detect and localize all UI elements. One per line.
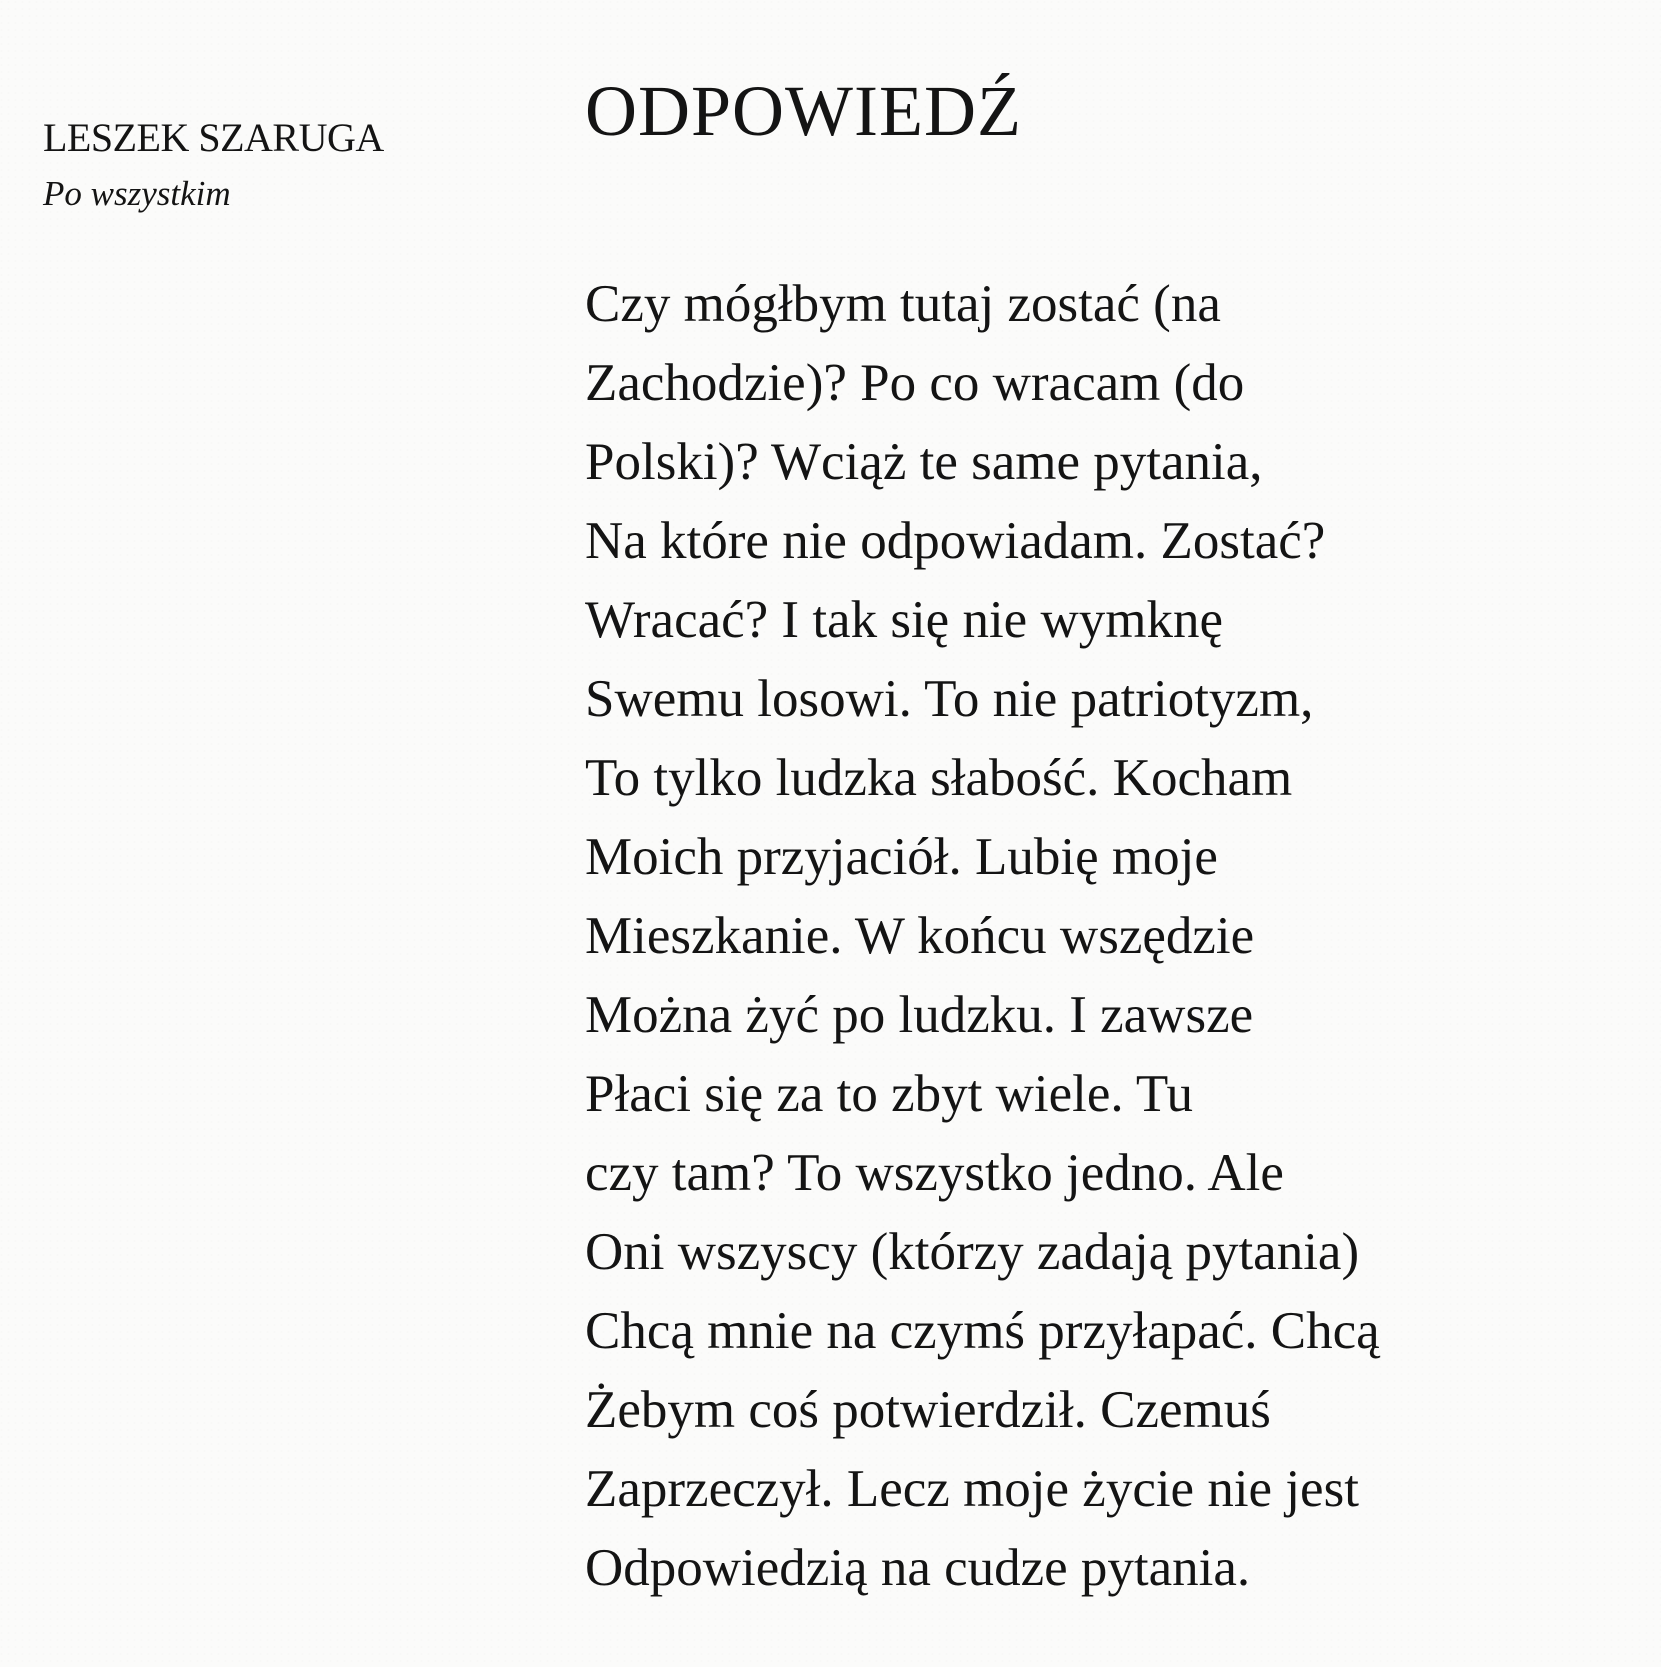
poem-line: Polski)? Wciąż te same pytania, <box>585 433 1263 491</box>
poem-line: Czy mógłbym tutaj zostać (na <box>585 275 1221 333</box>
poem-line: Odpowiedzią na cudze pytania. <box>585 1539 1251 1597</box>
poem-line: Mieszkanie. W końcu wszędzie <box>585 907 1255 965</box>
poem-line: Zaprzeczył. Lecz moje życie nie jest <box>585 1460 1359 1518</box>
poem-title: ODPOWIEDŹ <box>585 71 1022 151</box>
poem-line: Można żyć po ludzku. I zawsze <box>585 986 1254 1044</box>
book-title: Po wszystkim <box>43 174 231 213</box>
poem-line: To tylko ludzka słabość. Kocham <box>585 749 1293 807</box>
poem-line: Żebym coś potwierdził. Czemuś <box>585 1381 1271 1439</box>
author-name: LESZEK SZARUGA <box>43 115 384 160</box>
poem-line: Moich przyjaciół. Lubię moje <box>585 828 1218 886</box>
poem-line: Chcą mnie na czymś przyłapać. Chcą <box>585 1302 1380 1360</box>
poem-line: Wracać? I tak się nie wymknę <box>585 591 1223 649</box>
poem-line: Oni wszyscy (którzy zadają pytania) <box>585 1223 1360 1281</box>
poem-body <box>585 265 1380 1608</box>
poem-line: Swemu losowi. To nie patriotyzm, <box>585 670 1314 728</box>
author-block <box>43 115 384 213</box>
poem-line: Na które nie odpowiadam. Zostać? <box>585 512 1326 570</box>
poem-line: czy tam? To wszystko jedno. Ale <box>585 1144 1284 1202</box>
poem-line: Płaci się za to zbyt wiele. Tu <box>585 1065 1193 1123</box>
poem-line: Zachodzie)? Po co wracam (do <box>585 354 1245 412</box>
